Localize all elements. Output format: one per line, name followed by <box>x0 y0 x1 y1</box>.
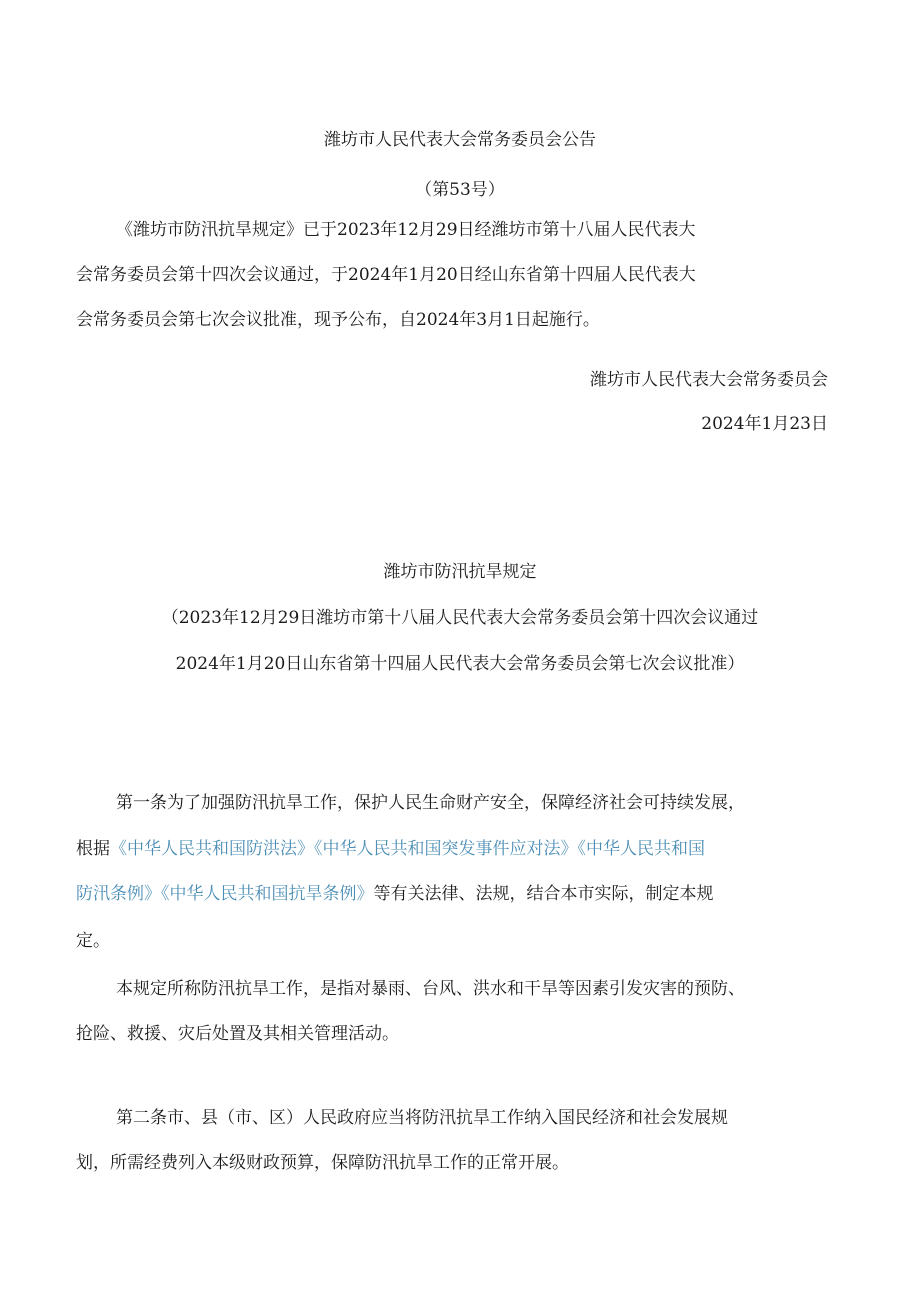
regulation-note-line-2: 2024年1月20日山东省第十四届人民代表大会常务委员会第七次会议批准） <box>175 654 745 674</box>
article-1-suffix: 等有关法律、法规，结合本市实际，制定本规 <box>373 884 714 904</box>
law-link-flood-regulation-part1[interactable]: 《中华人民共和国 <box>577 839 705 859</box>
notice-title: 潍坊市人民代表大会常务委员会公告 <box>324 130 596 150</box>
notice-body-line-3: 会常务委员会第七次会议批准，现予公布，自2024年3月1日起施行。 <box>76 310 600 330</box>
regulation-title: 潍坊市防汛抗旱规定 <box>383 562 537 582</box>
article-2-line-1: 第二条市、县（市、区）人民政府应当将防汛抗旱工作纳入国民经济和社会发展规 <box>116 1108 728 1128</box>
article-1-prefix: 根据 <box>76 839 110 859</box>
law-link-flood-regulation-part2[interactable]: 防汛条例》 <box>76 884 161 904</box>
article-1-para-2-line-2: 抢险、救援、灾后处置及其相关管理活动。 <box>76 1024 399 1044</box>
notice-number: （第53号） <box>415 180 505 200</box>
law-link-flood-control[interactable]: 《中华人民共和国防洪法》 <box>110 839 314 859</box>
article-1-line-1: 第一条为了加强防汛抗旱工作，保护人民生命财产安全，保障经济社会可持续发展， <box>116 793 745 813</box>
regulation-note-line-1: （2023年12月29日潍坊市第十八届人民代表大会常务委员会第十四次会议通过 <box>161 608 759 628</box>
article-1-line-3 <box>76 882 714 906</box>
notice-issuer: 潍坊市人民代表大会常务委员会 <box>590 370 828 390</box>
article-1-line-2 <box>76 837 705 861</box>
notice-date: 2024年1月23日 <box>701 414 828 434</box>
article-1-line-4: 定。 <box>76 931 110 951</box>
notice-body-line-1: 《潍坊市防汛抗旱规定》已于2023年12月29日经潍坊市第十八届人民代表大 <box>116 220 696 240</box>
article-2-line-2: 划，所需经费列入本级财政预算，保障防汛抗旱工作的正常开展。 <box>76 1153 569 1173</box>
law-link-emergency-response[interactable]: 《中华人民共和国突发事件应对法》 <box>314 839 578 859</box>
article-1-para-2-line-1: 本规定所称防汛抗旱工作，是指对暴雨、台风、洪水和干旱等因素引发灾害的预防、 <box>116 979 745 999</box>
notice-body-line-2: 会常务委员会第十四次会议通过，于2024年1月20日经山东省第十四届人民代表大 <box>76 265 696 285</box>
law-link-drought-regulation[interactable]: 《中华人民共和国抗旱条例》 <box>161 884 374 904</box>
